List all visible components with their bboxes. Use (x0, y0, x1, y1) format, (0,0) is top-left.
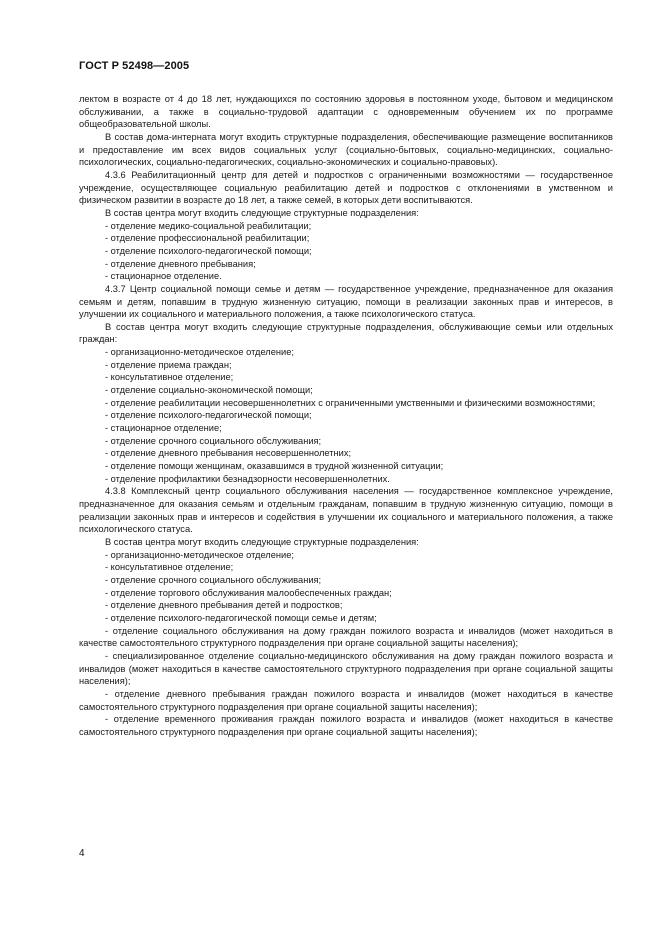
list-item: - отделение социально-экономической помощи; (105, 385, 313, 396)
list-item: - консультативное отделение; (105, 562, 234, 573)
list-item: - отделение торгового обслуживания малообеспеченных граждан; (105, 587, 392, 598)
list-item: - отделение социального обслуживания на дому граждан пожилого возраста и инвалидов (может находиться в качестве самостоятельного структурного подразделения при органе социальной защиты населения); (79, 625, 613, 649)
list-item: - отделение профилактики безнадзорности несовершеннолетних. (105, 473, 390, 484)
list-item: - отделение психолого-педагогической помощи семье и детям; (105, 612, 377, 623)
list-item: - отделение медико-социальной реабилитации; (105, 220, 312, 231)
document-header: ГОСТ Р 52498—2005 (79, 60, 190, 72)
list-item: - отделение дневного пребывания несовершеннолетних; (105, 448, 352, 459)
list-item: - отделение психолого-педагогической помощи; (105, 245, 312, 256)
page-number: 4 (79, 848, 85, 859)
paragraph: лектом в возрасте от 4 до 18 лет, нуждающихся по состоянию здоровья в постоянном уходе, бытовом и медицинском обслуживании, а также в социально-трудовой адаптации с одновременным обучением их по программе общеобразовательной школы. (79, 94, 613, 130)
list-item: - отделение дневного пребывания детей и подростков; (105, 600, 343, 611)
list-item: - стационарное отделение. (105, 271, 222, 282)
list-item: - отделение дневного пребывания; (105, 258, 256, 269)
list-item: - стационарное отделение; (105, 423, 222, 434)
list-item: - отделение приема граждан; (105, 359, 232, 370)
list-item: - отделение реабилитации несовершеннолетних с ограниченными умственными и физическими возможностями; (105, 397, 596, 408)
list-item: - отделение психолого-педагогической помощи; (105, 410, 312, 421)
list-item: - отделение срочного социального обслуживания; (105, 435, 322, 446)
list-item: - отделение дневного пребывания граждан пожилого возраста и инвалидов (может находиться в качестве самостоятельного структурного подразделения при органе социальной защиты населения); (79, 688, 613, 712)
paragraph: 4.3.8 Комплексный центр социального обслуживания населения — государственное комплексное учреждение, предназначенное для оказания семьям и отдельным гражданам, попавшим в трудную жизненную ситуацию, помощи в реализации законных прав и интересов и содействия в улучшении их социального и материального положения, а также психологического статуса. (79, 486, 613, 535)
paragraph: В состав центра могут входить следующие структурные подразделения: (105, 207, 419, 218)
list-item: - отделение срочного социального обслуживания; (105, 574, 322, 585)
paragraph: 4.3.6 Реабилитационный центр для детей и подростков с ограниченными возможностями — государственное учреждение, осуществляющее социальную реабилитацию детей и подростков с отклонениями в умственном и физическом развитии в возрасте до 18 лет, а также семей, в которых дети воспитываются. (79, 169, 613, 206)
list-item: - отделение временного проживания граждан пожилого возраста и инвалидов (может находиться в качестве самостоятельного структурного подразделения при органе социальной защиты населения); (79, 714, 613, 737)
paragraph: В состав центра могут входить следующие структурные подразделения: (105, 536, 419, 547)
paragraph: В состав дома-интерната могут входить структурные подразделения, обеспечивающие размещение воспитанников и предоставление им всех видов социальных услуг (социально-бытовых, социально-медицинских, социально-психологических, социально-педагогических, социально-экономических и социально-правовых). (79, 131, 613, 168)
list-item: - организационно-методическое отделение; (105, 549, 294, 560)
list-item: - отделение помощи женщинам, оказавшимся в трудной жизненной ситуации; (105, 461, 444, 472)
list-item: - консультативное отделение; (105, 372, 234, 383)
document-body (79, 93, 613, 738)
list-item: - отделение профессиональной реабилитации; (105, 233, 310, 244)
paragraph: В состав центра могут входить следующие структурные подразделения, обслуживающие семьи или отдельных граждан: (79, 321, 613, 345)
list-item: - специализированное отделение социально-медицинского обслуживания на дому граждан пожилого возраста и инвалидов (может находиться в качестве самостоятельного структурного подразделения при органе социальной защиты населения); (79, 650, 613, 687)
list-item: - организационно-методическое отделение; (105, 347, 294, 358)
paragraph: 4.3.7 Центр социальной помощи семье и детям — государственное учреждение, предназначенное для оказания семьям и детям, попавшим в трудную жизненную ситуацию, помощи в реализации законных прав и интересов, в улучшении их социального и материального положения, а также психологического статуса. (79, 283, 613, 320)
